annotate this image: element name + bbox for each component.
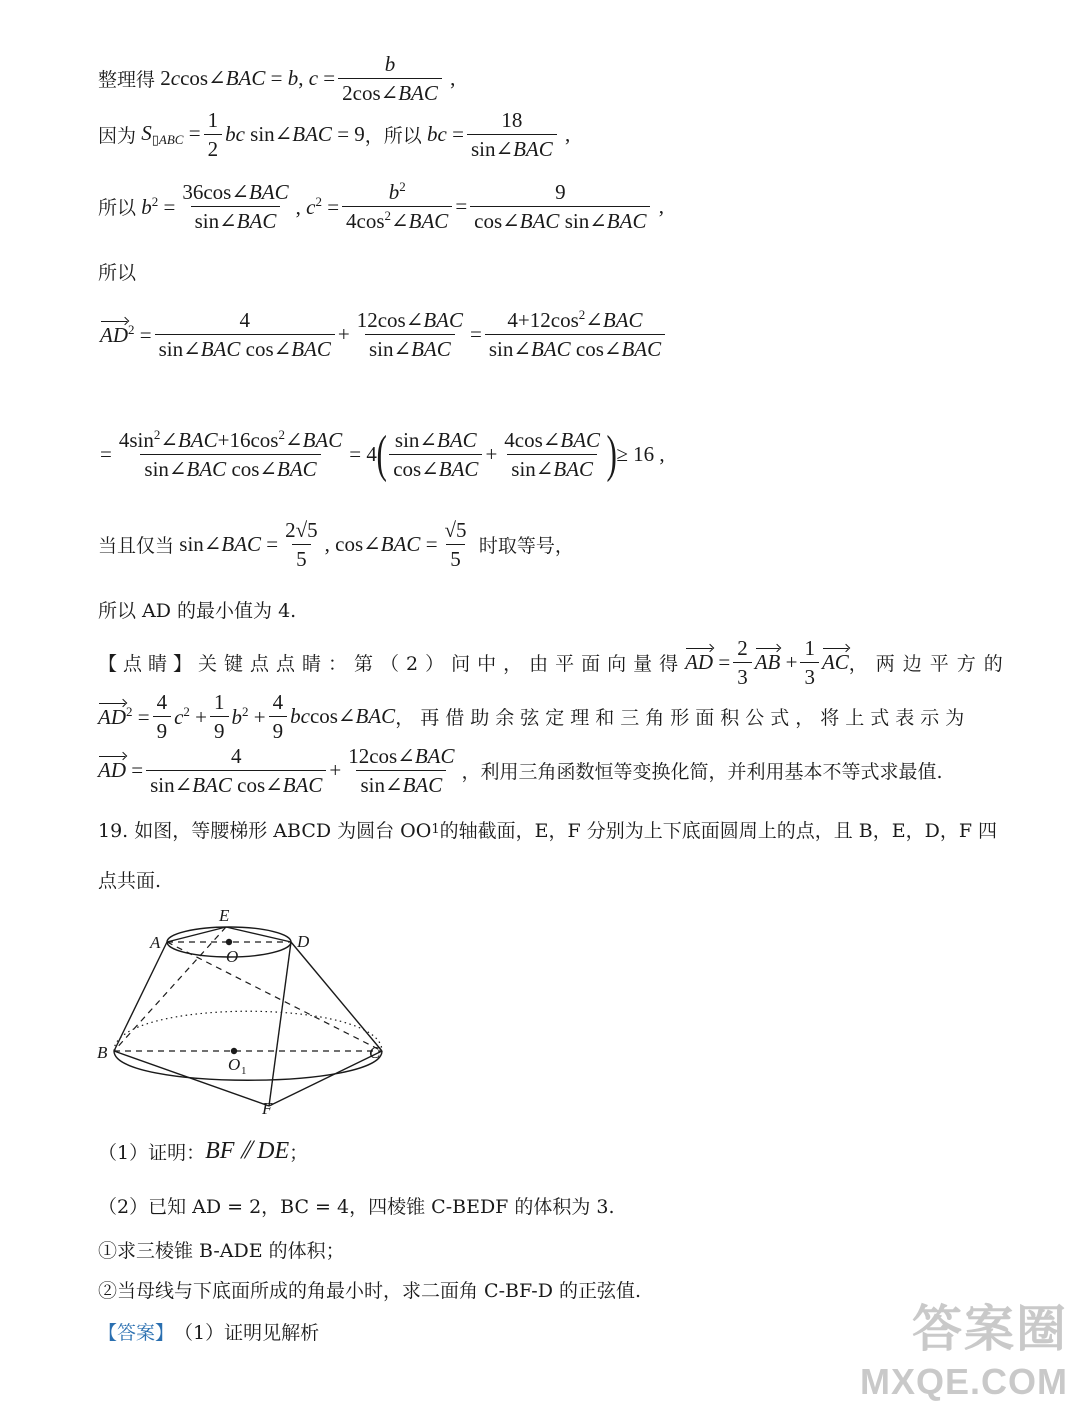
part-2-2: [98, 1276, 641, 1303]
point-O: [226, 939, 232, 945]
text: 关键点点睛：第（2）问中，由平面向量得: [198, 653, 686, 676]
part-2: [98, 1192, 615, 1219]
text: 1: [431, 822, 440, 837]
label-F: F: [262, 1099, 273, 1118]
text: ②当母线与下底面所成的角最小时，求二面角 C-BF-D 的正弦值.: [98, 1280, 642, 1302]
text: （2）已知 AD = 2，BC = 4，四棱锥 C-BEDF 的体积为 3.: [98, 1196, 615, 1218]
line-6: = $\frac{4\sin^2\angle BAC+16\cos^2\angle BAC}{\text{sin∠BAC cos∠BAC}}$ = 4 ( $\frac{\text{sin∠BAC}}{\text{cos∠BAC}}$ + $\frac{\text{4cos∠BAC}}{\text{sin∠BAC}}$ ) ≥ 16 ,: [100, 425, 665, 483]
text: 所以: [98, 262, 137, 284]
line-7: 当且仅当 sin∠BAC = $\frac{2√5}{5}$ , cos∠BAC = $\frac{√5}{5}$ 时取等号，: [98, 518, 574, 572]
label-E: E: [219, 906, 230, 925]
text: 当且仅当: [98, 535, 175, 558]
answer-line: [98, 1318, 319, 1345]
q19-line-1: [98, 816, 997, 843]
line-8: [98, 596, 296, 623]
note-bracket: 【点睛】: [98, 653, 199, 676]
watermark-bottom: MXQE.COM: [859, 1361, 1068, 1402]
frustum-figure: [92, 900, 392, 1120]
text: ，再借助余弦定理和三角形面积公式，将上式表示为: [395, 707, 971, 730]
text: ，两边平方的: [848, 653, 1011, 676]
line-1: 整理得 2ccos∠BAC = b, c = $\frac{b}{\text{2cos∠BAC}}$ ,: [98, 52, 456, 106]
line-4: [98, 258, 136, 285]
text: （1）证明见解析: [174, 1322, 320, 1344]
segment-AC: [167, 942, 382, 1051]
text: ，利用三角函数恒等变换化简，并利用基本不等式求最值.: [461, 761, 943, 784]
generatrix-AB: [114, 942, 167, 1051]
text: ；: [289, 1142, 309, 1164]
q19-line-2: [98, 866, 161, 893]
text: 19. 如图，等腰梯形 ABCD 为圆台 OO: [98, 820, 432, 842]
text: 整理得: [98, 69, 156, 92]
line-2: 因为 $S_{▯ABC}$ = $\frac{1}{2}$ bc sin∠BAC = 9 ，所以 bc = $\frac{18}{\text{sin∠BAC}}$ ,: [98, 108, 571, 162]
part-1: [98, 1138, 308, 1165]
bottom-base-back-arc: [114, 1011, 382, 1051]
label-O: O: [226, 947, 239, 966]
note-line-2: $AD^2$ = $\frac{4}{9}$ $c^2$ + $\frac{1}{9}$ $b^2$ + $\frac{4}{9}$ bccos∠BAC ，再借助余弦定理和三角形面积公式，将上式表示为: [98, 690, 971, 744]
label-O1: O: [228, 1055, 241, 1074]
text: 所以 AD 的最小值为 4.: [98, 600, 297, 622]
label-B: B: [97, 1043, 108, 1062]
text: ①求三棱锥 B-ADE 的体积；: [98, 1240, 345, 1262]
label-C: C: [369, 1043, 381, 1062]
line-5: $AD^2$ = $\frac{4}{\text{sin∠BAC cos∠BAC}}$ + $\frac{\text{12cos∠BAC}}{\text{sin∠BAC}}$ = $\frac{4+12\cos^2\angle BAC}{\text{sin∠BAC cos∠BAC}}$: [100, 308, 668, 361]
line-3: 所以 $b^2$ = $\frac{\text{36cos∠BAC}}{\text{sin∠BAC}}$ , $c^2$ = $\frac{b^2}{4\cos^2\angle BAC}$ = $\frac{9}{\text{cos∠BAC sin∠BAC}}$ ,: [98, 179, 664, 234]
note-line-1: 【点睛】 关键点点睛：第（2）问中，由平面向量得 AD = $\frac{2}{3}$ AB + $\frac{1}{3}$ AC ，两边平方的: [98, 636, 1011, 690]
text: 因为: [98, 125, 137, 148]
label-A: A: [150, 933, 161, 952]
segment-EB: [114, 927, 226, 1051]
segment-CF: [269, 1051, 382, 1106]
text: ，所以: [364, 125, 422, 148]
text: 的轴截面，E，F 分别为上下底面圆周上的点，且 B，E，D，F 四: [439, 820, 998, 842]
segment-DF: [269, 942, 291, 1106]
text: 点共面.: [98, 870, 162, 892]
watermark-top: 答案圈: [912, 1301, 1068, 1357]
label-D: D: [297, 932, 310, 951]
note-line-3: AD = $\frac{4}{\text{sin∠BAC cos∠BAC}}$ + $\frac{\text{12cos∠BAC}}{\text{sin∠BAC}}$ ，利用三角函数恒等变换化简，并利用基本不等式求最值.: [98, 744, 943, 798]
text: 所以: [98, 197, 137, 220]
math-expression: BF ⫽ DE: [205, 1138, 290, 1164]
text: （1）证明：: [98, 1142, 206, 1164]
part-2-1: [98, 1236, 345, 1263]
label-O1-sub: 1: [241, 1065, 247, 1077]
point-O1: [231, 1048, 237, 1054]
watermark: [860, 1289, 1068, 1403]
answer-bracket: 【答案】: [98, 1322, 175, 1344]
segment-BF: [114, 1051, 269, 1106]
text: 时取等号，: [478, 535, 574, 558]
generatrix-DC: [291, 942, 382, 1051]
